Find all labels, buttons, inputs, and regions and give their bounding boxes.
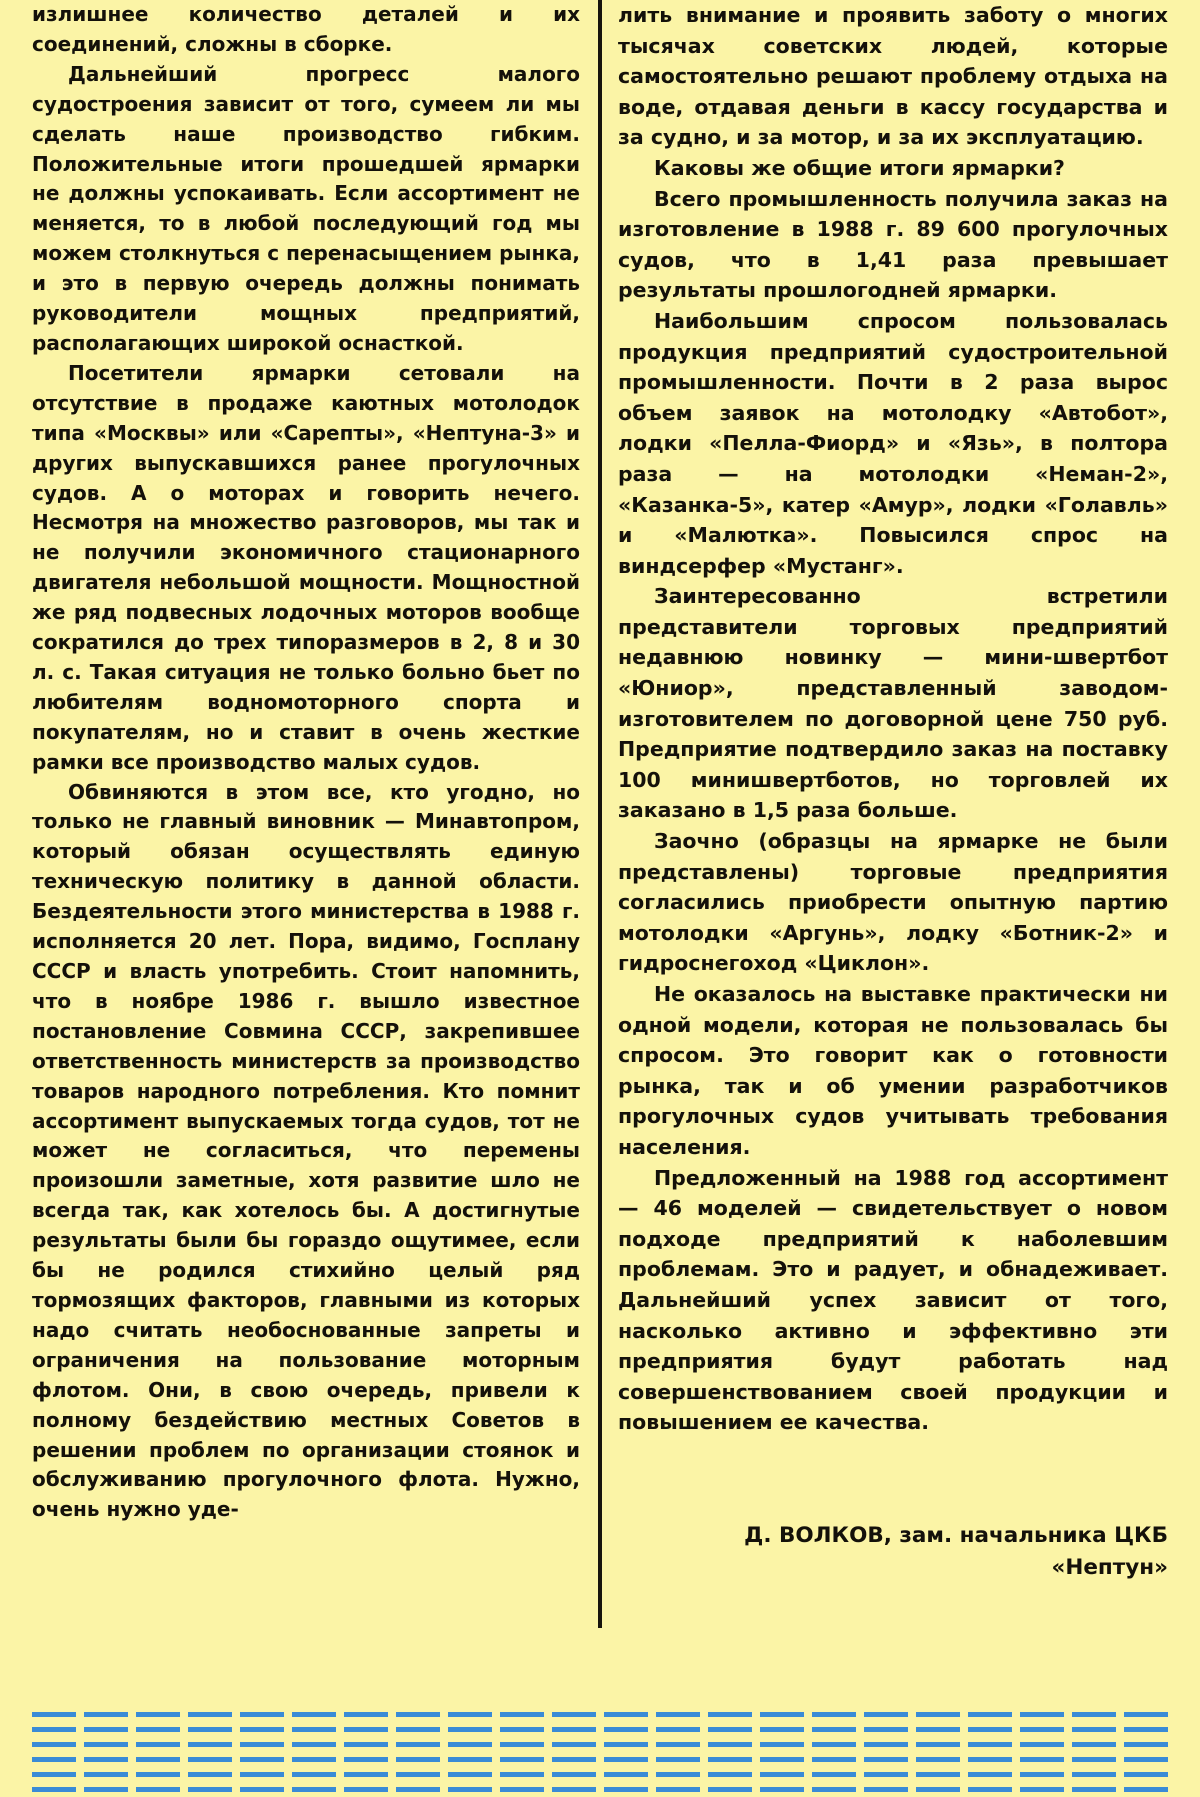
right-column bbox=[618, 0, 1168, 1438]
paragraph: лить внимание и проявить заботу о многих тысячах советских людей, которые самостоятельно решают проблему отдыха на воде, отдавая деньги в кассу государства и за судно, и за мотор, и за их эксплуатацию. bbox=[618, 3, 1168, 150]
left-column bbox=[32, 0, 580, 1525]
column-divider bbox=[598, 0, 602, 1628]
paragraph: Заочно (образцы на ярмарке не были представлены) торговые предприятия согласились приобрести опытную партию мотолодки «Аргунь», лодку «Ботник-2» и гидроснегоход «Циклон». bbox=[618, 829, 1168, 976]
paragraph: Не оказалось на выставке практически ни одной модели, которая не пользовалась бы спросом. Это говорит как о готовности рынка, так и об умении разработчиков прогулочных судов учитывать требования населения. bbox=[618, 982, 1168, 1159]
paragraph: Всего промышленность получила заказ на изготовление в 1988 г. 89 600 прогулочных судов, что в 1,41 раза превышает результаты прошлогодней ярмарки. bbox=[618, 186, 1168, 303]
author-organization: «Нептун» bbox=[1051, 1555, 1168, 1580]
paragraph: Дальнейший прогресс малого судостроения зависит от того, сумеем ли мы сделать наше производство гибким. Положительные итоги прошедшей ярмарки не должны успокаивать. Если ассортимент не меняется, то в любой последующий год мы можем столкнуться с перенасыщением рынка, и это в первую очередь должны понимать руководители мощных предприятий, располагающих широкой оснасткой. bbox=[32, 61, 580, 355]
wave-lines-icon bbox=[32, 1700, 1172, 1797]
author-name: Д. ВОЛКОВ, зам. начальника ЦКБ bbox=[744, 1523, 1168, 1548]
paragraph: Обвиняются в этом все, кто угодно, но только не главный виновник — Минавтопром, который обязан осуществлять единую техническую политику в данной области. Бездеятельности этого министерства в 1988 г. исполняется 20 лет. Пора, видимо, Госплану СССР и власть употребить. Стоит напомнить, что в ноябре 1986 г. вышло известное постановление Совмина СССР, закрепившее ответственность министерств за производство товаров народного потребления. Кто помнит ассортимент выпускаемых тогда судов, тот не может не согласиться, что перемены произошли заметные, хотя развитие шло не всегда так, как хотелось бы. А достигнутые результаты были бы гораздо ощутимее, если бы не родился стихийно целый ряд тормозящих факторов, главными из которых надо считать необоснованные запреты и ограничения на пользование моторным флотом. Они, в свою очередь, привели к полному бездействию местных Советов в решении проблем по организации стоянок и обслуживанию прогулочного флота. Нужно, очень нужно уде- bbox=[32, 779, 580, 1522]
paragraph: Каковы же общие итоги ярмарки? bbox=[654, 155, 1065, 180]
author-signature bbox=[618, 1520, 1168, 1584]
paragraph: Посетители ярмарки сетовали на отсутствие в продаже каютных мотолодок типа «Москвы» или «Сарепты», «Нептуна-3» и других выпускавшихся ранее прогулочных судов. А о моторах и говорить нечего. Несмотря на множество разговоров, мы так и не получили экономичного стационарного двигателя небольшой мощности. Мощностной же ряд подвесных лодочных моторов вообще сократился до трех типоразмеров в 2, 8 и 30 л. с. Такая ситуация не только больно бьет по любителям водномоторного спорта и покупателям, но и ставит в очень жесткие рамки все производство малых судов. bbox=[32, 360, 580, 774]
paragraph: Наибольшим спросом пользовалась продукция предприятий судостроительной промышленности. Почти в 2 раза вырос объем заявок на мотолодку «Автобот», лодки «Пелла-Фиорд» и «Язь», в полтора раза — на мотолодки «Неман-2», «Казанка-5», катер «Амур», лодки «Голавль» и «Малютка». Повысился спрос на виндсерфер «Мустанг». bbox=[618, 308, 1168, 578]
paragraph: Предложенный на 1988 год ассортимент — 46 моделей — свидетельствует о новом подходе предприятий к наболевшим проблемам. Это и радует, и обнадеживает. Дальнейший успех зависит от того, насколько активно и эффективно эти предприятия будут работать над совершенствованием своей продукции и повышением ее качества. bbox=[618, 1165, 1168, 1435]
paragraph: Заинтересованно встретили представители торговых предприятий недавнюю новинку — мини-швертбот «Юниор», представленный заводом-изготовителем по договорной цене 750 руб. Предприятие подтвердило заказ на поставку 100 минишвертботов, но торговлей их заказано в 1,5 раза больше. bbox=[618, 584, 1168, 823]
paragraph: излишнее количество деталей и их соединений, сложны в сборке. bbox=[32, 2, 580, 56]
